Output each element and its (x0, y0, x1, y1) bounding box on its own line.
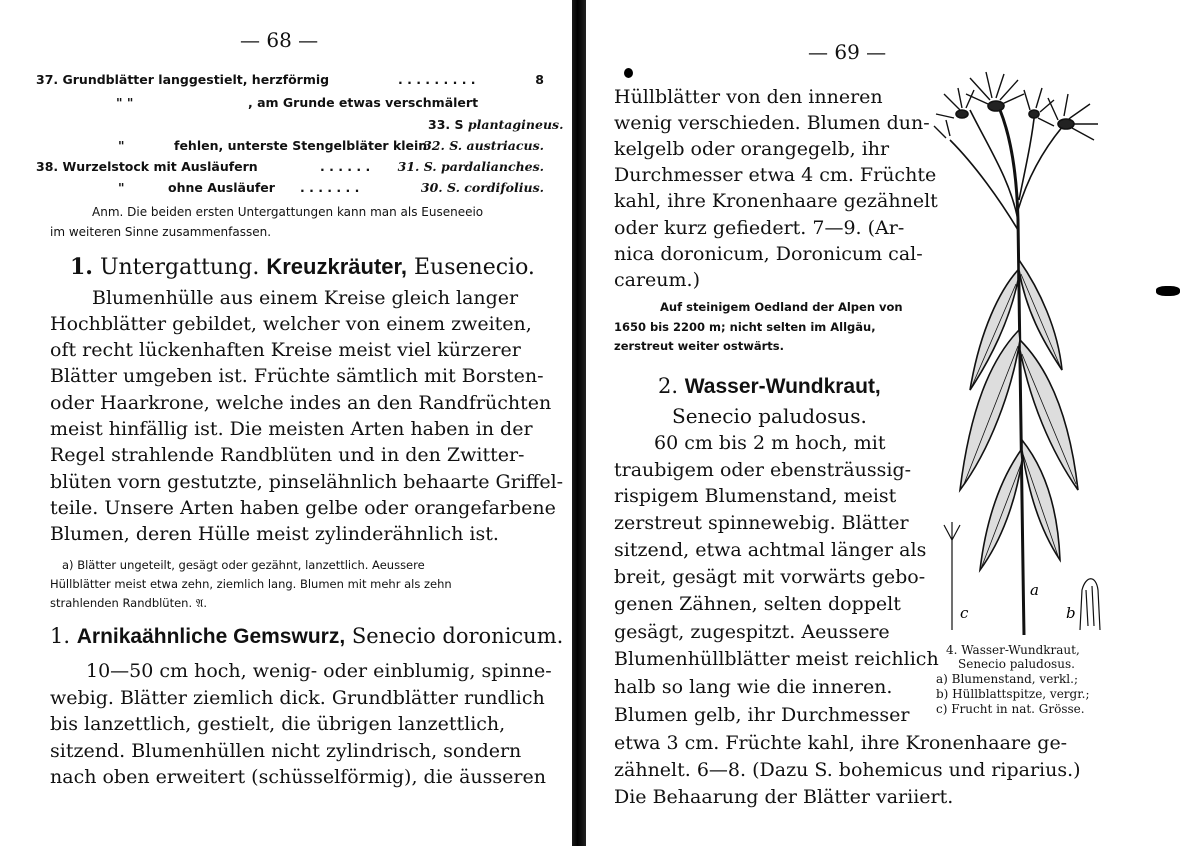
figure-label-a: a (1030, 581, 1039, 599)
figure-label-b: b (1066, 604, 1076, 622)
key-line: 33. S plantagineus. (428, 117, 564, 132)
body-line: oder Haarkrone, welche indes an den Randfrüchten (50, 392, 552, 414)
body-line: meist hinfällig ist. Die meisten Arten haben in der (50, 418, 533, 440)
small-print-line: strahlenden Randblüten. 𝔄. (50, 596, 208, 610)
ink-mark (1156, 286, 1180, 296)
body-line: wenig verschieden. Blumen dun- (614, 112, 930, 134)
species-heading: 2. Wasser-Wundkraut, (658, 374, 881, 398)
key-line: 37. Grundblätter langgestielt, herzförmig . . . . . . . . . 8 (36, 72, 544, 87)
habitat-line: 1650 bis 2200 m; nicht selten im Allgäu, (614, 320, 876, 334)
key-line: 38. Wurzelstock mit Ausläufern . . . . . . 31. S. pardalianches. (36, 159, 544, 174)
body-line: halb so lang wie die inneren. (614, 676, 893, 698)
plant-illustration (930, 70, 1120, 635)
body-line: 10—50 cm hoch, wenig- oder einblumig, spinne- (86, 660, 552, 682)
body-line: careum.) (614, 269, 701, 291)
body-line: zähnelt. 6—8. (Dazu S. bohemicus und riparius.) (614, 759, 1081, 781)
figure-label-c: c (960, 604, 969, 622)
body-line: Hüllblätter von den inneren (614, 86, 883, 108)
body-line: teile. Unsere Arten haben gelbe oder orangefarbene (50, 497, 556, 519)
figure-caption-item: c) Frucht in nat. Grösse. (936, 702, 1085, 716)
body-line: 60 cm bis 2 m hoch, mit (654, 432, 886, 454)
body-line: Durchmesser etwa 4 cm. Früchte (614, 164, 937, 186)
species-heading: 1. Arnikaähnliche Gemswurz, Senecio doronicum. (50, 624, 564, 648)
habitat-line: Auf steinigem Oedland der Alpen von (660, 300, 903, 314)
figure-caption-latin: Senecio paludosus. (958, 657, 1075, 671)
body-line: traubigem oder ebensträussig- (614, 459, 912, 481)
figure-caption-item: b) Hüllblattspitze, vergr.; (936, 687, 1090, 701)
body-line: kelgelb oder orangegelb, ihr (614, 138, 890, 160)
body-line: genen Zähnen, selten doppelt (614, 593, 901, 615)
body-line: oder kurz gefiedert. 7—9. (Ar- (614, 217, 905, 239)
body-line: sitzend, etwa achtmal länger als (614, 539, 927, 561)
habitat-line: zerstreut weiter ostwärts. (614, 339, 785, 353)
body-line: Blumenhüllblätter meist reichlich (614, 648, 939, 670)
figure-caption-item: a) Blumenstand, verkl.; (936, 672, 1079, 686)
figure-caption-title: 4. Wasser-Wundkraut, (946, 643, 1080, 657)
small-print-line: a) Blätter ungeteilt, gesägt oder gezähnt, lanzettlich. Aeussere (62, 558, 425, 572)
body-line: rispigem Blumenstand, meist (614, 485, 897, 507)
body-line: kahl, ihre Kronenhaare gezähnelt (614, 190, 938, 212)
body-line: oft recht lückenhaften Kreise meist viel kürzerer (50, 339, 521, 361)
body-line: Regel strahlende Randblüten und in den Zwitter- (50, 444, 525, 466)
small-print-line: Hüllblätter meist etwa zehn, ziemlich lang. Blumen mit mehr als zehn (50, 577, 452, 591)
left-page: — 68 — 37. Grundblätter langgestielt, herzförmig . . . . . . . . . 8 " " , am Grunde etwas verschmälert 33. S plantagineus. " fehlen, unterste Stengelbläter klein 32. S. austriacus. 38. Wurzelstock mit Ausläufern . . . . . . 31. S. pardalianches. " ohne Ausläufer . . . . . . . 30. S. cordifolius. Anm. Die beiden ersten Untergattungen kann man als Euseneeio im weiteren Sinne zusammenfassen. 1. Untergattung. Kreuzkräuter, Eusenecio. Blumenhülle aus einem Kreise gleich langer Hochblätter gebildet, welcher von einem zweiten, oft recht lückenhaften Kreise meist viel kürzerer Blätter umgeben ist. Früchte sämtlich mit Borsten- oder Haarkrone, welche indes an den Randfrüchten meist hinfällig ist. Die meisten Arten haben in der Regel strahlende Randblüten und in den Zwitter- blüten vorn gestutzte, pinselähnlich behaarte Griffel- teile. Unsere Arten haben gelbe oder orangefarbene Blumen, deren Hülle meist zylinderähnlich ist. a) Blätter ungeteilt, gesägt oder gezähnt, lanzettlich. Aeussere Hüllblätter meist etwa zehn, ziemlich lang. Blumen mit mehr als zehn strahlenden Randblüten. 𝔄. 1. Arnikaähnliche Gemswurz, Senecio doronicum. 10—50 cm hoch, wenig- oder einblumig, spinne- webig. Blätter ziemlich dick. Grundblätter rundlich bis lanzettlich, gestielt, die übrigen lanzettlich, sitzend. Blumenhüllen nicht zylindrisch, sondern nach oben erweitert (schüsselförmig), die äusseren (0, 0, 572, 846)
annotation-line: im weiteren Sinne zusammenfassen. (50, 225, 272, 239)
body-line: sitzend. Blumenhüllen nicht zylindrisch, sondern (50, 740, 522, 762)
section-heading: 1. Untergattung. Kreuzkräuter, Eusenecio. (70, 254, 535, 280)
body-line: nach oben erweitert (schüsselförmig), die äusseren (50, 766, 546, 788)
body-line: Blumen, deren Hülle meist zylinderähnlich ist. (50, 523, 499, 545)
body-line: breit, gesägt mit vorwärts gebo- (614, 566, 926, 588)
body-line: Die Behaarung der Blätter variiert. (614, 786, 954, 808)
body-line: etwa 3 cm. Früchte kahl, ihre Kronenhaare ge- (614, 732, 1068, 754)
page-number: — 68 — (240, 28, 319, 52)
book-gutter (572, 0, 586, 846)
body-line: Blumen gelb, ihr Durchmesser (614, 704, 910, 726)
species-latin-name: Senecio paludosus. (672, 404, 867, 428)
body-line: gesägt, zugespitzt. Aeussere (614, 621, 890, 643)
body-line: Blätter umgeben ist. Früchte sämtlich mit Borsten- (50, 365, 544, 387)
body-line: webig. Blätter ziemlich dick. Grundblätter rundlich (50, 687, 545, 709)
page-number: — 69 — (808, 40, 887, 64)
ink-speck (624, 68, 633, 78)
body-line: Blumenhülle aus einem Kreise gleich langer (92, 287, 519, 309)
body-line: zerstreut spinnewebig. Blätter (614, 512, 909, 534)
body-line: blüten vorn gestutzte, pinselähnlich behaarte Griffel- (50, 471, 564, 493)
body-line: bis lanzettlich, gestielt, die übrigen lanzettlich, (50, 713, 506, 735)
body-line: nica doronicum, Doronicum cal- (614, 243, 923, 265)
annotation-line: Anm. Die beiden ersten Untergattungen kann man als Euseneeio (92, 205, 484, 219)
body-line: Hochblätter gebildet, welcher von einem zweiten, (50, 313, 532, 335)
